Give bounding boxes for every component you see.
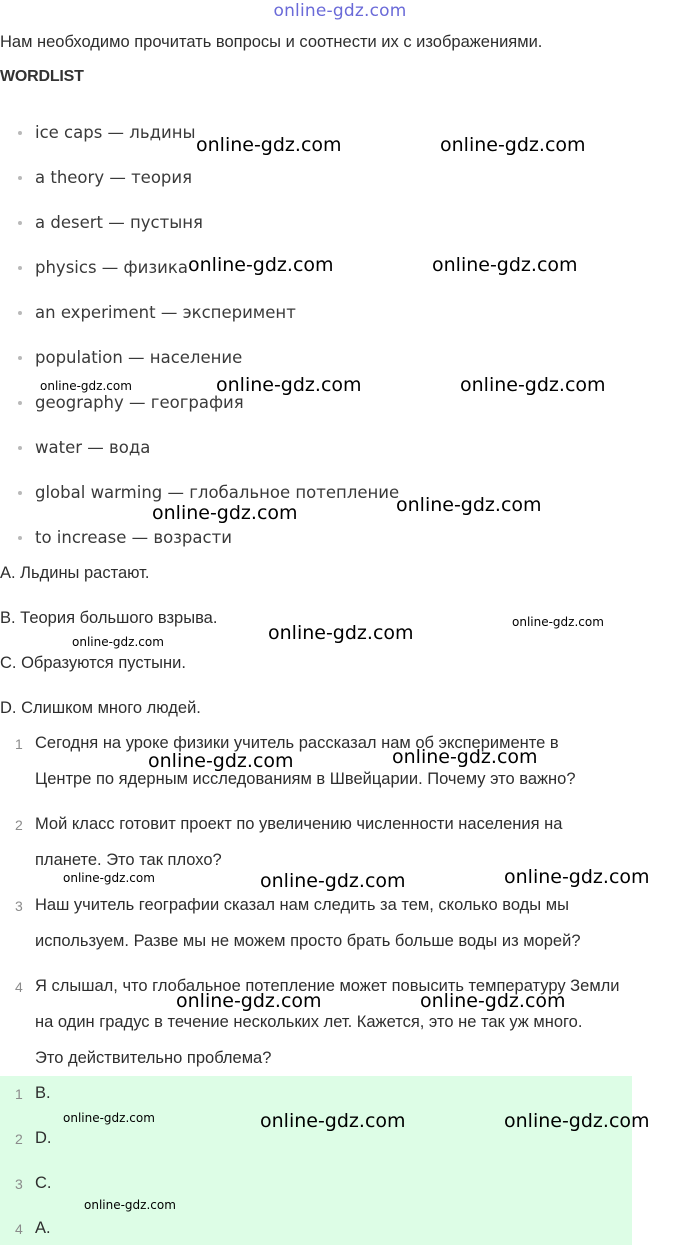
question-2-line-2: планете. Это так плохо? <box>35 851 222 869</box>
wordlist-item: geography — география <box>35 393 244 412</box>
bullet-icon <box>18 131 22 135</box>
watermark: online-gdz.com <box>84 1198 176 1212</box>
bullet-icon <box>18 221 22 225</box>
watermark: online-gdz.com <box>148 750 294 772</box>
question-3-line-1: Наш учитель географии сказал нам следить за тем, сколько воды мы <box>35 896 569 914</box>
question-3-line-2: используем. Разве мы не можем просто брать больше воды из морей? <box>35 932 581 950</box>
watermark: online-gdz.com <box>196 134 342 156</box>
wordlist-item: a theory — теория <box>35 168 193 187</box>
wordlist-item: water — вода <box>35 438 151 457</box>
watermark: online-gdz.com <box>260 870 406 892</box>
watermark: online-gdz.com <box>188 254 334 276</box>
answer-value: D. <box>35 1129 52 1147</box>
watermark: online-gdz.com <box>72 635 164 649</box>
watermark: online-gdz.com <box>504 1110 650 1132</box>
bullet-icon <box>18 356 22 360</box>
watermark: online-gdz.com <box>216 374 362 396</box>
question-4-line-3: Это действительно проблема? <box>35 1049 272 1067</box>
answer-number: 3 <box>15 1176 23 1192</box>
wordlist-item: global warming — глобальное потепление <box>35 483 400 502</box>
answers-panel <box>0 1076 632 1245</box>
option-c: C. Образуются пустыни. <box>0 654 186 672</box>
bullet-icon <box>18 536 22 540</box>
question-number: 1 <box>15 736 23 752</box>
watermark: online-gdz.com <box>63 871 155 885</box>
bullet-icon <box>18 311 22 315</box>
bullet-icon <box>18 491 22 495</box>
question-number: 3 <box>15 898 23 914</box>
watermark: online-gdz.com <box>460 374 606 396</box>
watermark: online-gdz.com <box>504 866 650 888</box>
site-watermark-top: online-gdz.com <box>273 1 407 21</box>
wordlist-item: physics — физика <box>35 258 188 277</box>
wordlist-item: a desert — пустыня <box>35 213 203 232</box>
watermark: online-gdz.com <box>432 254 578 276</box>
question-number: 4 <box>15 979 23 995</box>
question-4-line-2: на один градус в течение нескольких лет. Кажется, это не так уж много. <box>35 1013 583 1031</box>
watermark: online-gdz.com <box>440 134 586 156</box>
question-1-line-1: Сегодня на уроке физики учитель рассказал нам об эксперименте в <box>35 734 559 752</box>
bullet-icon <box>18 266 22 270</box>
answer-number: 2 <box>15 1131 23 1147</box>
question-2-line-1: Мой класс готовит проект по увеличению численности населения на <box>35 815 563 833</box>
watermark: online-gdz.com <box>152 502 298 524</box>
watermark: online-gdz.com <box>260 1110 406 1132</box>
option-d: D. Слишком много людей. <box>0 699 201 717</box>
watermark: online-gdz.com <box>40 379 132 393</box>
question-1-line-2: Центре по ядерным исследованиям в Швейцарии. Почему это важно? <box>35 770 576 788</box>
wordlist-item: an experiment — эксперимент <box>35 303 296 322</box>
answer-value: A. <box>35 1219 51 1237</box>
watermark: online-gdz.com <box>176 990 322 1012</box>
watermark: online-gdz.com <box>420 990 566 1012</box>
option-b: B. Теория большого взрыва. <box>0 609 218 627</box>
question-number: 2 <box>15 817 23 833</box>
answer-value: C. <box>35 1174 52 1192</box>
task-intro: Нам необходимо прочитать вопросы и соотнести их с изображениями. <box>0 33 543 51</box>
answer-number: 4 <box>15 1221 23 1237</box>
question-4-line-1: Я слышал, что глобальное потепление может повысить температуру Земли <box>35 977 620 995</box>
wordlist-item: ice caps — льдины <box>35 123 196 142</box>
watermark: online-gdz.com <box>268 622 414 644</box>
bullet-icon <box>18 176 22 180</box>
bullet-icon <box>18 446 22 450</box>
option-a: A. Льдины растают. <box>0 564 150 582</box>
watermark: online-gdz.com <box>392 746 538 768</box>
watermark: online-gdz.com <box>396 494 542 516</box>
wordlist-item: population — население <box>35 348 243 367</box>
answer-value: B. <box>35 1084 51 1102</box>
wordlist-heading: WORDLIST <box>0 68 84 85</box>
watermark: online-gdz.com <box>512 615 604 629</box>
bullet-icon <box>18 401 22 405</box>
wordlist-item: to increase — возрасти <box>35 528 232 547</box>
watermark: online-gdz.com <box>63 1111 155 1125</box>
answer-number: 1 <box>15 1086 23 1102</box>
